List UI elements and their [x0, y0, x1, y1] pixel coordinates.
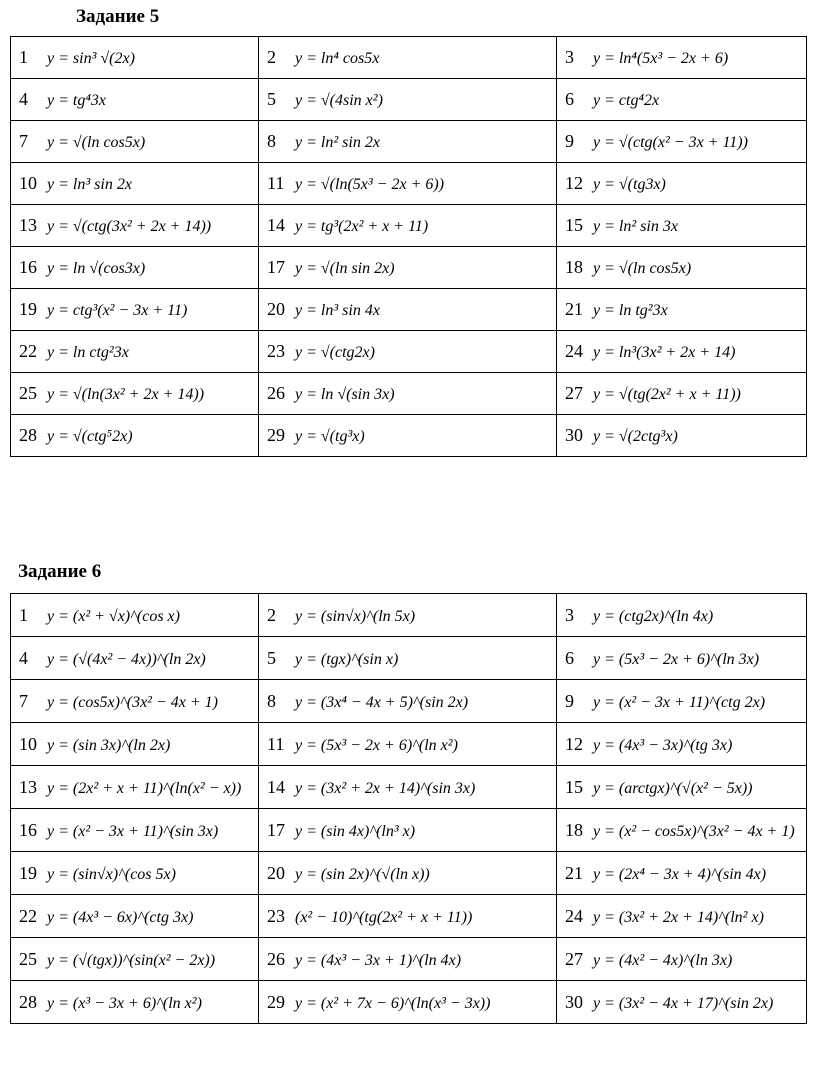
task-number: 23	[267, 905, 285, 926]
task-number: 28	[19, 991, 37, 1012]
task-formula: y = (sin√x)^(ln 5x)	[295, 607, 416, 625]
task-number: 30	[565, 991, 583, 1012]
table-row	[11, 247, 807, 289]
task-cell	[259, 809, 557, 852]
task-formula: y = (4x² − 4x)^(ln 3x)	[593, 951, 733, 969]
table-row	[11, 852, 807, 895]
task-cell	[11, 79, 259, 121]
task-number: 11	[267, 733, 285, 754]
task-number: 24	[565, 341, 583, 361]
task-formula: y = ln √(cos3x)	[47, 260, 146, 277]
task-number: 12	[565, 173, 583, 193]
task-number: 9	[565, 131, 574, 151]
task-formula: y = (x² − cos5x)^(3x² − 4x + 1)	[593, 822, 795, 840]
task-number: 4	[19, 89, 28, 109]
task-cell	[11, 415, 259, 457]
task-number: 4	[19, 647, 28, 668]
task-cell	[259, 247, 557, 289]
task5-table	[10, 36, 807, 457]
task-number: 12	[565, 733, 583, 754]
task-number: 18	[565, 819, 583, 840]
task-cell	[259, 79, 557, 121]
task-number: 30	[565, 425, 583, 445]
task-formula: y = (√(tgx))^(sin(x² − 2x))	[47, 951, 216, 969]
task-formula: y = tg³(2x² + x + 11)	[295, 218, 429, 235]
task-cell	[11, 205, 259, 247]
task-cell	[11, 852, 259, 895]
task-formula: y = √(ln(3x² + 2x + 14))	[47, 386, 205, 403]
task-formula: y = ctg⁴2x	[593, 92, 660, 109]
task-number: 29	[267, 425, 285, 445]
task-formula: y = √(ctg2x)	[295, 344, 375, 361]
task-formula: y = (x² − 3x + 11)^(sin 3x)	[47, 822, 219, 840]
task-formula: y = √(ln cos5x)	[593, 260, 692, 277]
task-formula: y = √(ln cos5x)	[47, 134, 146, 151]
task-formula: y = ln⁴ cos5x	[295, 50, 380, 67]
table-row	[11, 205, 807, 247]
task-number: 11	[267, 173, 285, 193]
task-cell	[11, 981, 259, 1024]
task-cell	[557, 121, 807, 163]
task-number: 5	[267, 89, 276, 109]
task-number: 13	[19, 776, 37, 797]
table-row	[11, 79, 807, 121]
task-number: 26	[267, 383, 285, 403]
task-cell	[259, 415, 557, 457]
table-row	[11, 594, 807, 637]
task-formula: y = (sin√x)^(cos 5x)	[47, 865, 176, 883]
task-number: 25	[19, 383, 37, 403]
task-number: 19	[19, 299, 37, 319]
task-number: 22	[19, 905, 37, 926]
task-formula: y = (4x³ − 3x + 1)^(ln 4x)	[295, 951, 462, 969]
task-cell	[11, 163, 259, 205]
task-cell	[259, 205, 557, 247]
task-formula: y = (x³ − 3x + 6)^(ln x²)	[47, 994, 202, 1012]
task-formula: y = √(ctg(3x² + 2x + 14))	[47, 218, 212, 235]
task-cell	[259, 163, 557, 205]
task-cell	[259, 594, 557, 637]
task-cell	[557, 637, 807, 680]
task-cell	[557, 766, 807, 809]
task-number: 2	[267, 47, 276, 67]
task-cell	[11, 121, 259, 163]
task-number: 15	[565, 215, 583, 235]
task-number: 16	[19, 819, 37, 840]
task-cell	[11, 37, 259, 79]
task-number: 2	[267, 604, 276, 625]
table-row	[11, 163, 807, 205]
task-cell	[557, 331, 807, 373]
task-cell	[11, 594, 259, 637]
task-cell	[11, 938, 259, 981]
task-cell	[557, 723, 807, 766]
task6-table	[10, 593, 807, 1024]
table-row	[11, 37, 807, 79]
task-cell	[557, 163, 807, 205]
task-formula: y = √(tg3x)	[593, 176, 666, 193]
task-number: 16	[19, 257, 37, 277]
task-formula: y = ln³(3x² + 2x + 14)	[593, 344, 736, 361]
task-number: 8	[267, 131, 276, 151]
task-number: 6	[565, 89, 574, 109]
task-formula: y = ln⁴(5x³ − 2x + 6)	[593, 50, 729, 67]
task-cell	[11, 680, 259, 723]
task-formula: y = (arctgx)^(√(x² − 5x))	[593, 779, 753, 797]
task-number: 7	[19, 690, 28, 711]
task-formula: y = (sin 3x)^(ln 2x)	[47, 736, 171, 754]
task-formula: y = (3x² + 2x + 14)^(sin 3x)	[295, 779, 476, 797]
task-formula: y = (4x³ − 6x)^(ctg 3x)	[47, 908, 194, 926]
table-row	[11, 637, 807, 680]
task-number: 3	[565, 47, 574, 67]
task-formula: y = (3x² + 2x + 14)^(ln² x)	[593, 908, 764, 926]
task-formula: y = ln tg²3x	[593, 302, 668, 319]
task5-title: Задание 5	[76, 6, 160, 27]
task-formula: y = (4x³ − 3x)^(tg 3x)	[593, 736, 733, 754]
task-cell	[11, 766, 259, 809]
task-number: 17	[267, 257, 285, 277]
task-number: 14	[267, 776, 285, 797]
table-row	[11, 680, 807, 723]
task-formula: y = (3x² − 4x + 17)^(sin 2x)	[593, 994, 774, 1012]
task-cell	[11, 809, 259, 852]
task-cell	[557, 247, 807, 289]
task-formula: y = (2x² + x + 11)^(ln(x² − x))	[47, 779, 242, 797]
task-number: 27	[565, 948, 583, 969]
task-formula: y = (sin 4x)^(ln³ x)	[295, 822, 416, 840]
task-formula: y = √(2ctg³x)	[593, 428, 678, 445]
task-formula: y = ln³ sin 2x	[47, 176, 132, 193]
task-cell	[557, 594, 807, 637]
task-number: 25	[19, 948, 37, 969]
task-cell	[557, 895, 807, 938]
task-cell	[259, 37, 557, 79]
table-row	[11, 766, 807, 809]
task-cell	[259, 331, 557, 373]
task-cell	[259, 723, 557, 766]
task-number: 17	[267, 819, 285, 840]
task-cell	[259, 637, 557, 680]
task-number: 15	[565, 776, 583, 797]
task-number: 20	[267, 299, 285, 319]
task-cell	[557, 852, 807, 895]
task-cell	[557, 809, 807, 852]
task-cell	[11, 895, 259, 938]
task-cell	[11, 247, 259, 289]
table-row	[11, 938, 807, 981]
task-cell	[259, 373, 557, 415]
task-cell	[557, 205, 807, 247]
task-cell	[557, 415, 807, 457]
task-number: 1	[19, 47, 28, 67]
task-formula: y = √(ln(5x³ − 2x + 6))	[295, 176, 445, 193]
table-row	[11, 373, 807, 415]
task-cell	[557, 37, 807, 79]
task6-body	[11, 594, 807, 1024]
task-cell	[11, 637, 259, 680]
task-formula: y = √(ln sin 2x)	[295, 260, 395, 277]
task-number: 26	[267, 948, 285, 969]
task-cell	[11, 723, 259, 766]
task6-title: Задание 6	[18, 561, 102, 582]
task-number: 8	[267, 690, 276, 711]
task-number: 1	[19, 604, 28, 625]
task-number: 9	[565, 690, 574, 711]
task-formula: y = sin³ √(2x)	[47, 50, 135, 67]
table-row	[11, 331, 807, 373]
task-formula: y = (cos5x)^(3x² − 4x + 1)	[47, 693, 218, 711]
task-formula: y = (x² + 7x − 6)^(ln(x³ − 3x))	[295, 994, 491, 1012]
task-formula: y = (x² + √x)^(cos x)	[47, 607, 180, 625]
task-cell	[11, 289, 259, 331]
task-number: 27	[565, 383, 583, 403]
task-formula: y = ln³ sin 4x	[295, 302, 380, 319]
task-formula: y = √(4sin x²)	[295, 92, 383, 109]
task-formula: y = √(tg³x)	[295, 428, 365, 445]
task-number: 24	[565, 905, 583, 926]
task-formula: y = (x² − 3x + 11)^(ctg 2x)	[593, 693, 766, 711]
task-cell	[259, 852, 557, 895]
task-number: 18	[565, 257, 583, 277]
task-cell	[557, 289, 807, 331]
table-row	[11, 723, 807, 766]
task-cell	[557, 981, 807, 1024]
task-formula: y = ctg³(x² − 3x + 11)	[47, 302, 188, 319]
task-formula: y = (tgx)^(sin x)	[295, 650, 399, 668]
task-formula: y = ln² sin 2x	[295, 134, 380, 151]
task-cell	[259, 766, 557, 809]
task-formula: y = (2x⁴ − 3x + 4)^(sin 4x)	[593, 865, 767, 883]
task-cell	[259, 289, 557, 331]
task-formula: y = ln ctg²3x	[47, 344, 129, 361]
task-formula: y = (sin 2x)^(√(ln x))	[295, 865, 430, 883]
task-cell	[259, 680, 557, 723]
task-number: 20	[267, 862, 285, 883]
task-number: 3	[565, 604, 574, 625]
task-cell	[259, 895, 557, 938]
task-formula: y = (5x³ − 2x + 6)^(ln 3x)	[593, 650, 760, 668]
task-cell	[557, 680, 807, 723]
table-row	[11, 981, 807, 1024]
task-number: 10	[19, 733, 37, 754]
task-cell	[259, 121, 557, 163]
task-number: 5	[267, 647, 276, 668]
task-cell	[11, 373, 259, 415]
task-formula: y = ln² sin 3x	[593, 218, 678, 235]
task-number: 13	[19, 215, 37, 235]
task-formula: y = √(tg(2x² + x + 11))	[593, 386, 741, 403]
task-number: 10	[19, 173, 37, 193]
table-row	[11, 121, 807, 163]
task-formula: y = √(ctg⁵2x)	[47, 428, 133, 445]
task-formula: y = tg⁴3x	[47, 92, 107, 109]
task-number: 28	[19, 425, 37, 445]
task-cell	[259, 981, 557, 1024]
table-row	[11, 289, 807, 331]
task-number: 6	[565, 647, 574, 668]
task-formula: y = ln √(sin 3x)	[295, 386, 395, 403]
task-formula: (x² − 10)^(tg(2x² + x + 11))	[295, 908, 473, 926]
table-row	[11, 895, 807, 938]
task-number: 21	[565, 862, 583, 883]
task-number: 19	[19, 862, 37, 883]
task-number: 14	[267, 215, 285, 235]
task-number: 22	[19, 341, 37, 361]
table-row	[11, 415, 807, 457]
task-formula: y = (ctg2x)^(ln 4x)	[593, 607, 714, 625]
task-formula: y = √(ctg(x² − 3x + 11))	[593, 134, 748, 151]
task-cell	[557, 373, 807, 415]
task-formula: y = (5x³ − 2x + 6)^(ln x²)	[295, 736, 458, 754]
task-number: 7	[19, 131, 28, 151]
task-number: 21	[565, 299, 583, 319]
task-cell	[557, 938, 807, 981]
task-formula: y = (3x⁴ − 4x + 5)^(sin 2x)	[295, 693, 469, 711]
task-cell	[259, 938, 557, 981]
task-cell	[11, 331, 259, 373]
task-formula: y = (√(4x² − 4x))^(ln 2x)	[47, 650, 206, 668]
table-row	[11, 809, 807, 852]
task5-body	[11, 37, 807, 457]
task-number: 23	[267, 341, 285, 361]
task-cell	[557, 79, 807, 121]
task-number: 29	[267, 991, 285, 1012]
